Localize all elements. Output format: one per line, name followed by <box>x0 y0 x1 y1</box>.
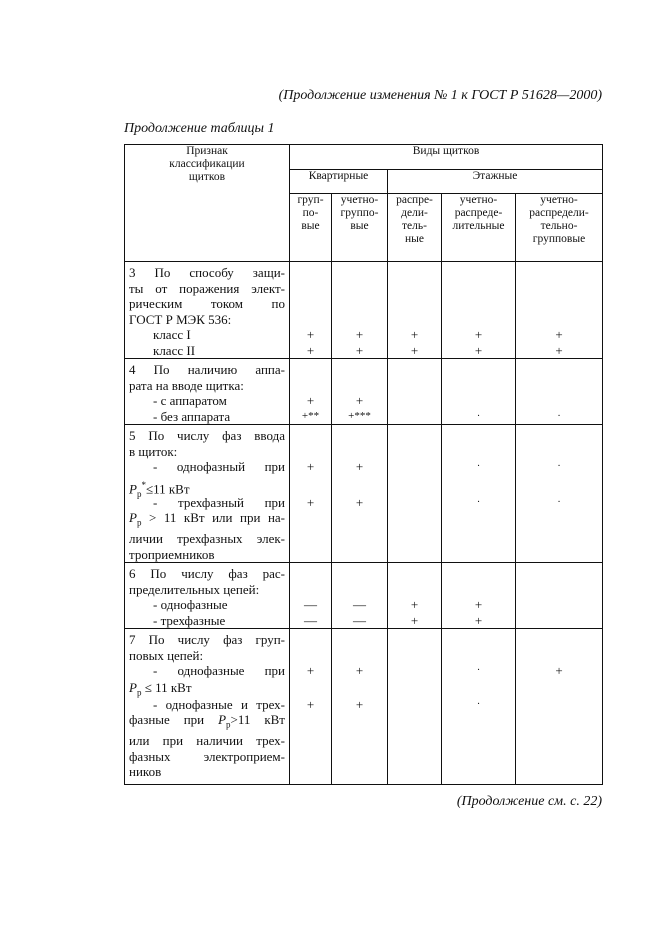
section-6-col1: — — <box>290 563 332 629</box>
header-col-metering-group: учетно- группо- вые <box>332 194 388 262</box>
table-row <box>125 262 603 359</box>
section-5-col5: · · <box>516 425 603 563</box>
section-5-col2: + + <box>332 425 388 563</box>
section-3-col3: + + <box>388 262 442 359</box>
section-5-col3 <box>388 425 442 563</box>
section-6-col3: + + <box>388 563 442 629</box>
section-6-col5 <box>516 563 603 629</box>
document-header: (Продолжение изменения № 1 к ГОСТ Р 51628—2000) <box>278 88 602 103</box>
header-apartment: Квартирные <box>290 170 388 194</box>
table-row <box>125 425 603 563</box>
section-3-col2: + + <box>332 262 388 359</box>
section-4-col3 <box>388 359 442 425</box>
table-row <box>125 359 603 425</box>
section-4-feature: 4 По наличию аппа- рата на вводе щитка: - с аппаратом - без аппарата <box>125 359 290 425</box>
section-4-col4: · <box>442 359 516 425</box>
section-5-col1: + + <box>290 425 332 563</box>
section-6-col2: — — <box>332 563 388 629</box>
section-7-col4: · · <box>442 629 516 785</box>
section-3-feature: 3 По способу защи- ты от поражения элект- рическим током по ГОСТ Р МЭК 536: класс I класс II <box>125 262 290 359</box>
header-col-metering-distribution: учетно- распреде- лительные <box>442 194 516 262</box>
header-floor: Этажные <box>388 170 603 194</box>
header-col-distribution: распре- дели- тель- ные <box>388 194 442 262</box>
section-3-col1: + + <box>290 262 332 359</box>
continuation-note: (Продолжение см. с. 22) <box>456 794 602 809</box>
header-panel-types: Виды щитков <box>290 145 603 170</box>
section-7-col5: + <box>516 629 603 785</box>
section-4-col1: + +** <box>290 359 332 425</box>
section-4-col5: · <box>516 359 603 425</box>
header-feature: Признак классификации щитков <box>125 145 290 262</box>
section-5-col4: · · <box>442 425 516 563</box>
table-row <box>125 629 603 785</box>
section-7-col2: + + <box>332 629 388 785</box>
section-7-col1: + + <box>290 629 332 785</box>
section-5-feature: 5 По числу фаз ввода в щиток: - однофазный при $P_р^*\le 11$ кВт - трехфазный при $P_р > 11$ кВт или при на- личии трехфазных элек- троприемников <box>125 425 290 563</box>
section-7-feature: 7 По числу фаз груп- повых цепей: - однофазные при $P_р \le 11$ кВт - однофазные и трех- фазные при $P_р>11$ кВт или при наличии трех- фазных электроприем- ников <box>125 629 290 785</box>
section-6-col4: + + <box>442 563 516 629</box>
section-6-feature: 6 По числу фаз рас- пределительных цепей: - однофазные - трехфазные <box>125 563 290 629</box>
header-col-metering-distribution-group: учетно- распредели- тельно- групповые <box>516 194 603 262</box>
classification-table <box>124 144 603 785</box>
table-caption: Продолжение таблицы 1 <box>124 121 275 136</box>
table-row <box>125 563 603 629</box>
section-7-col3 <box>388 629 442 785</box>
section-3-col4: + + <box>442 262 516 359</box>
header-col-group: груп- по- вые <box>290 194 332 262</box>
section-3-col5: + + <box>516 262 603 359</box>
section-4-col2: + +*** <box>332 359 388 425</box>
